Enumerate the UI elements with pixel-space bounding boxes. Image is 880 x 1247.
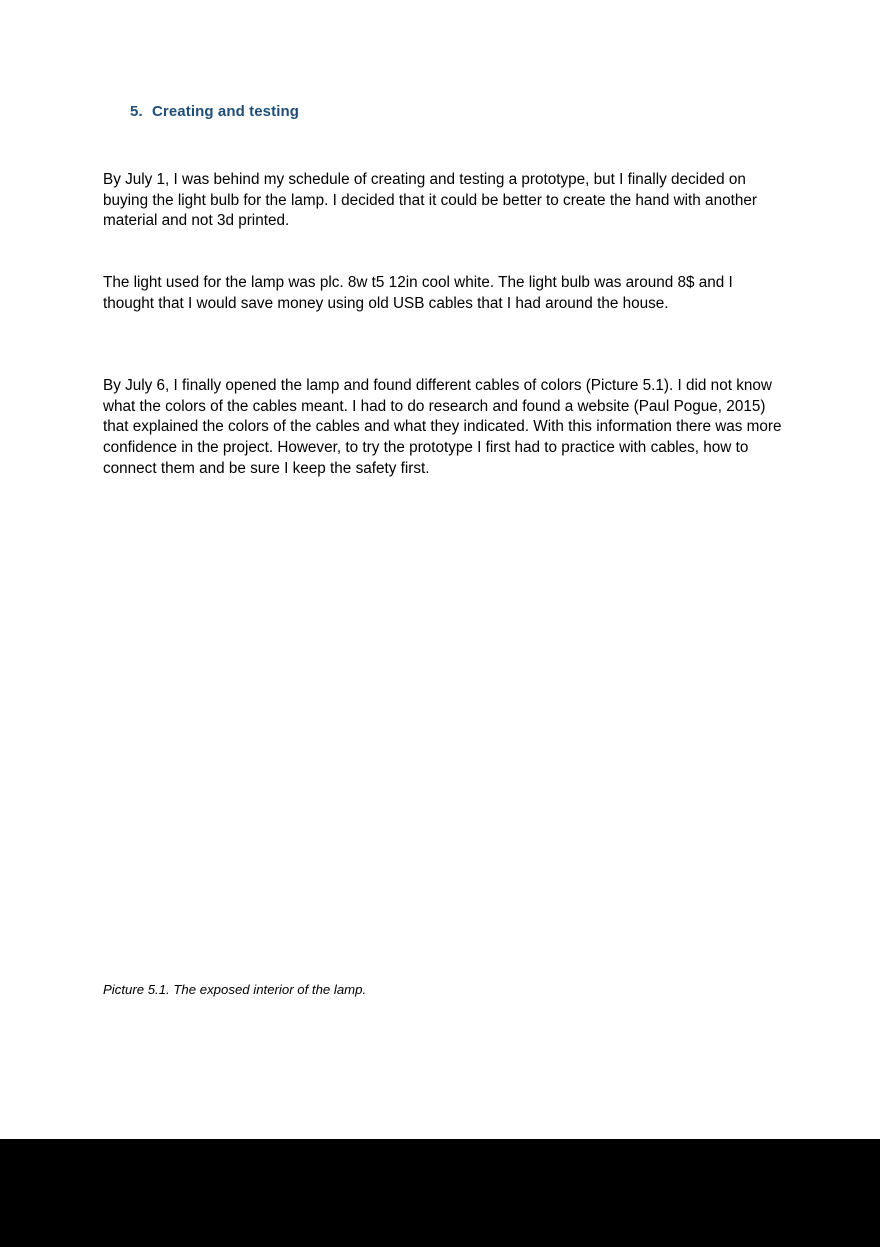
footer-black-band (0, 1139, 880, 1247)
figure-caption: Picture 5.1. The exposed interior of the lamp. (103, 982, 367, 997)
body-paragraph-1: By July 1, I was behind my schedule of creating and testing a prototype, but I finally decided on buying the light bulb for the lamp. I decided that it could be better to create the hand with another material and not 3d printed. (103, 171, 757, 230)
section-number: 5. (130, 103, 143, 120)
section-heading (130, 103, 299, 120)
body-paragraph-2: The light used for the lamp was plc. 8w t5 12in cool white. The light bulb was around 8$ and I thought that I would save money using old USB cables that I had around the house. (103, 274, 733, 312)
section-title: Creating and testing (152, 103, 300, 120)
body-paragraph-3: By July 6, I finally opened the lamp and found different cables of colors (Picture 5.1). I did not know what the colors of the cables meant. I had to do research and found a website (Paul Pogue, 2015) that explained the colors of the cables and what they indicated. With this information there was more confidence in the project. However, to try the prototype I first had to practice with cables, how to connect them and be sure I keep the safety first. (103, 377, 782, 477)
